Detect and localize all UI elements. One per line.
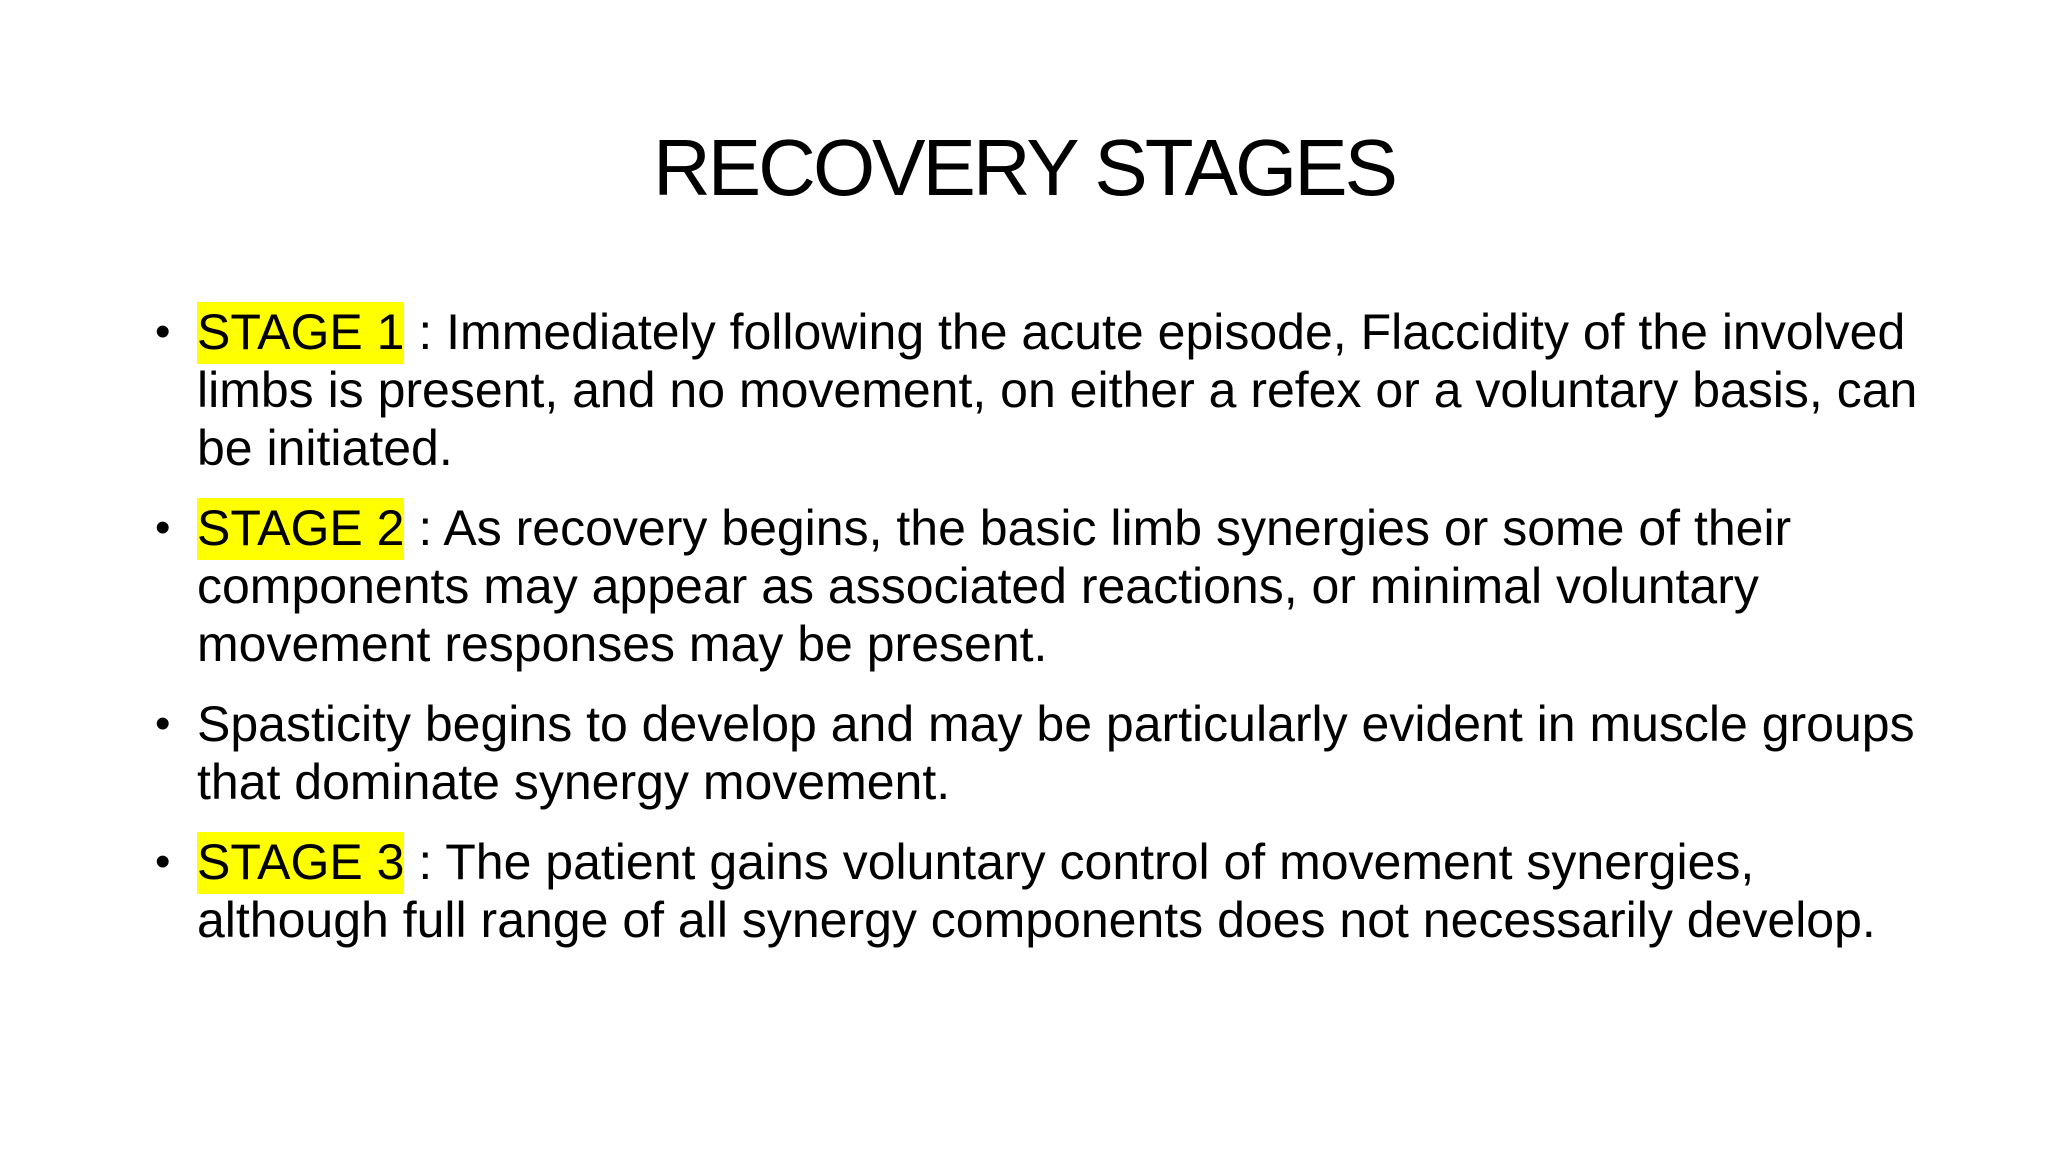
bullet-text: : The patient gains voluntary control of movement synergies, although full range of all synergy components does not necessarily develop. xyxy=(197,834,1876,948)
bullet-dot-icon: • xyxy=(155,307,171,356)
bullet-stage-3 xyxy=(155,833,1935,949)
slide-title: RECOVERY STAGES xyxy=(653,123,1395,212)
stage-label-highlight: STAGE 1 xyxy=(197,302,404,364)
bullet-stage-2 xyxy=(155,499,1935,673)
bullet-dot-icon: • xyxy=(155,503,171,552)
bullet-list xyxy=(155,303,1935,971)
stage-label-highlight: STAGE 2 xyxy=(197,498,404,560)
bullet-dot-icon: • xyxy=(155,837,171,886)
bullet-text: Spasticity begins to develop and may be particularly evident in muscle groups that dominate synergy movement. xyxy=(197,696,1915,810)
bullet-stage-1 xyxy=(155,303,1935,477)
bullet-spasticity xyxy=(155,695,1935,811)
bullet-text: : Immediately following the acute episode, Flaccidity of the involved limbs is present, and no movement, on either a refex or a voluntary basis, can be initiated. xyxy=(197,304,1918,476)
stage-label-highlight: STAGE 3 xyxy=(197,832,404,894)
bullet-dot-icon: • xyxy=(155,699,171,748)
bullet-text: : As recovery begins, the basic limb synergies or some of their components may appear as associated reactions, or minimal voluntary movement responses may be present. xyxy=(197,500,1792,672)
